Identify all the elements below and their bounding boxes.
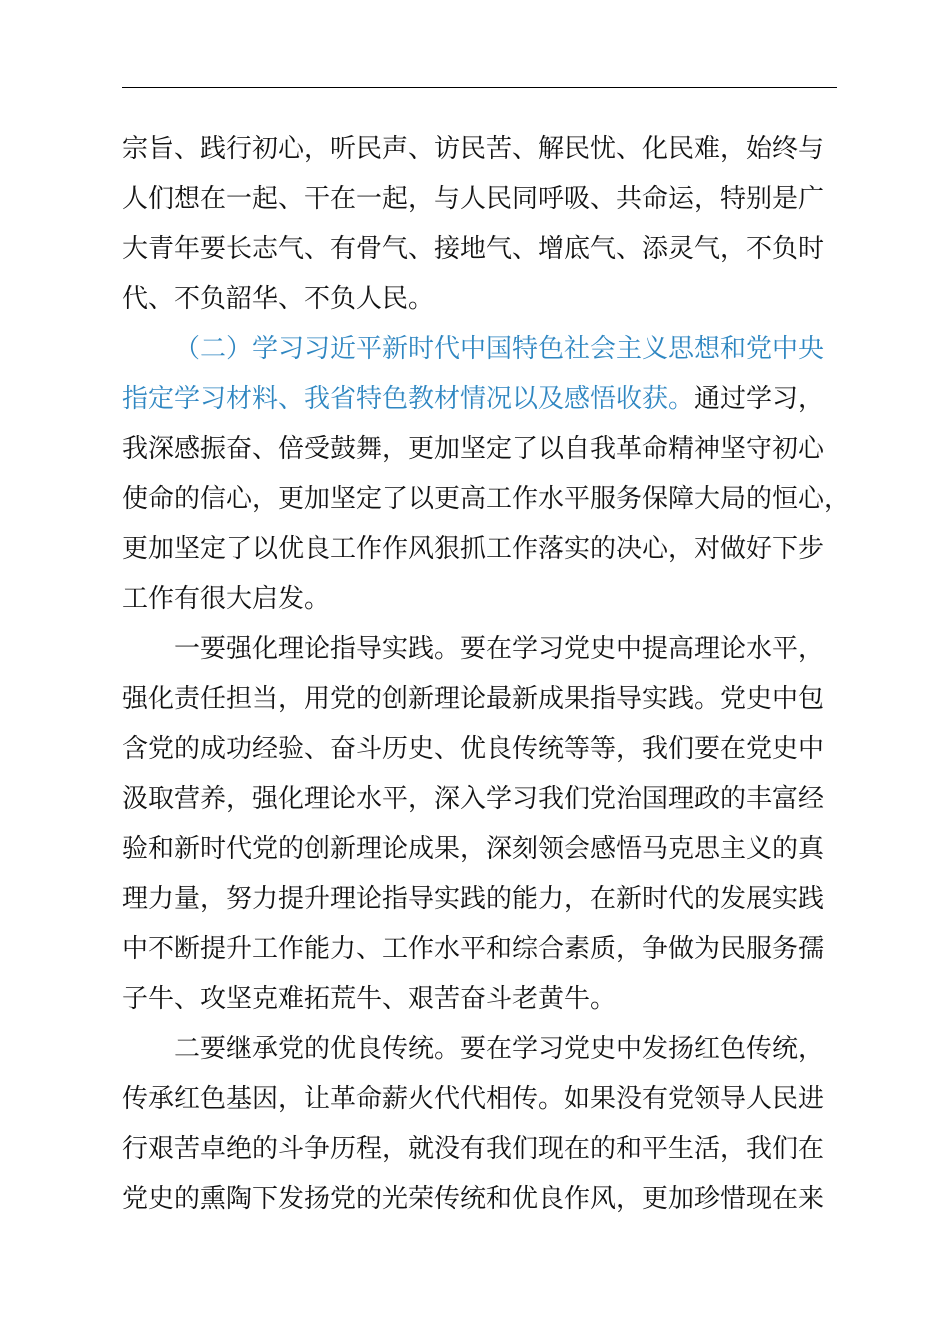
text-line: 二要继承党的优良传统。要在学习党史中发扬红色传统， — [174, 1034, 825, 1064]
text-line: 强化责任担当，用党的创新理论最新成果指导实践。党史中包 — [122, 684, 825, 714]
text-line: 大青年要长志气、有骨气、接地气、增底气、添灵气，不负时 — [122, 234, 825, 264]
text-line: 汲取营养，强化理论水平，深入学习我们党治国理政的丰富经 — [122, 784, 825, 814]
paragraph-4 — [122, 1024, 842, 1224]
text-line: 行艰苦卓绝的斗争历程，就没有我们现在的和平生活，我们在 — [122, 1134, 825, 1164]
text-fragment: 通过学习， — [694, 384, 825, 414]
text-line: 含党的成功经验、奋斗历史、优良传统等等，我们要在党史中 — [122, 734, 825, 764]
text-line: 理力量，努力提升理论指导实践的能力，在新时代的发展实践 — [122, 884, 825, 914]
text-line: 中不断提升工作能力、工作水平和综合素质，争做为民服务孺 — [122, 934, 825, 964]
text-line: 验和新时代党的创新理论成果，深刻领会感悟马克思主义的真 — [122, 834, 825, 864]
paragraph-3 — [122, 624, 842, 1024]
section-2 — [122, 324, 851, 624]
text-line: 代、不负韶华、不负人民。 — [122, 284, 435, 314]
text-line: 工作有很大启发。 — [122, 584, 331, 614]
header-rule — [122, 87, 837, 88]
text-line: 一要强化理论指导实践。要在学习党史中提高理论水平， — [174, 634, 825, 664]
text-line — [122, 374, 842, 424]
text-line: 更加坚定了以优良工作作风狠抓工作落实的决心，对做好下步 — [122, 534, 825, 564]
text-line: 人们想在一起、干在一起，与人民同呼吸、共命运，特别是广 — [122, 184, 825, 214]
text-line: 子牛、攻坚克难拓荒牛、艰苦奋斗老黄牛。 — [122, 984, 617, 1014]
document-body — [122, 124, 851, 1224]
text-line: 使命的信心，更加坚定了以更高工作水平服务保障大局的恒心， — [122, 484, 851, 514]
text-line: 我深感振奋、倍受鼓舞，更加坚定了以自我革命精神坚守初心 — [122, 434, 825, 464]
paragraph-1 — [122, 124, 842, 324]
text-line: 党史的熏陶下发扬党的光荣传统和优良作风，更加珍惜现在来 — [122, 1184, 825, 1214]
section-2-heading-continued: 指定学习材料、我省特色教材情况以及感悟收获。 — [122, 384, 695, 414]
text-line: 宗旨、践行初心，听民声、访民苦、解民忧、化民难，始终与 — [122, 134, 825, 164]
section-2-heading: （二）学习习近平新时代中国特色社会主义思想和党中央 — [174, 334, 825, 364]
text-line: 传承红色基因，让革命薪火代代相传。如果没有党领导人民进 — [122, 1084, 825, 1114]
